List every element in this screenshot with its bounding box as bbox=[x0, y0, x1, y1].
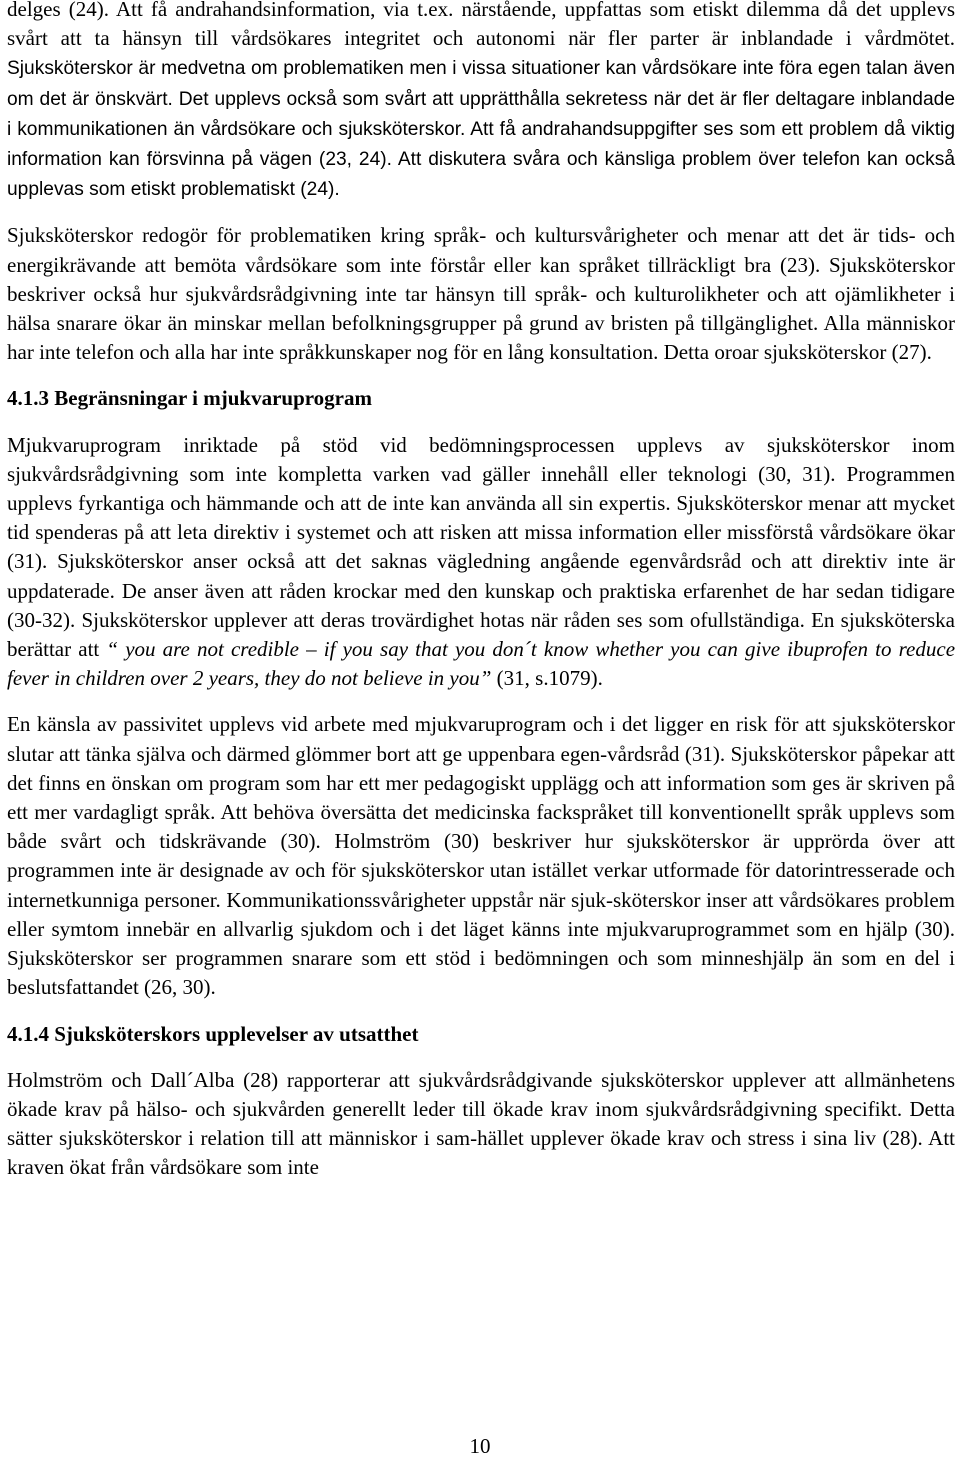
section-heading-4-1-4: 4.1.4 Sjuksköterskors upplevelser av utsatthet bbox=[7, 1021, 419, 1046]
spacer bbox=[7, 204, 955, 221]
spacer bbox=[7, 414, 955, 431]
paragraph-1-serif-text: delges (24). Att få andrahandsinformation, via t.ex. närstående, uppfattas som etiskt dilemma då det upplevs svårt att ta hänsyn till vårdsökares integritet och autonomi när fler parter är inblandade i vårdmötet. bbox=[7, 0, 955, 51]
section-heading-4-1-3: 4.1.3 Begränsningar i mjukvaruprogram bbox=[7, 386, 372, 411]
paragraph-4: En känsla av passivitet upplevs vid arbete med mjukvaruprogram och i det ligger en risk för att sjuksköterskor slutar att tänka själva och därmed glömmer bort att ge uppenbara egen-vårdsråd (31). Sjuksköterskor påpekar att det finns en önskan om program som har ett mer pedagogiskt upplägg och att information som ges är skriven på ett mer vardagligt språk. Att behöva översätta det medicinska fackspråket till konventionellt språk upplevs som både svårt och tidskrävande (30). Holmström (30) beskriver hur sjuksköterskor är upprörda över att programmen inte är designade av och för sjuksköterskor utan istället verkar utformade för datorintresserade och internetkunniga personer. Kommunikationssvårigheter uppstår när sjuk-sköterskor inser att vårdsökares problem eller symtom innebär en allvarlig sjukdom och i det läget känns inte mjukvaruprogrammet som en hjälp (30). Sjuksköterskor ser programmen snarare som ett stöd i bedömningen och som minneshjälp än som en del i beslutsfattandet (26, 30). bbox=[7, 712, 955, 1000]
paragraph-5: Holmström och Dall´Alba (28) rapporterar att sjukvårdsrådgivande sjuksköterskor upplever att allmänhetens ökade krav på hälso- och sjukvården generellt leder till ökade krav inom sjukvårdsrådgivning specifikt. Detta sätter sjuksköterskor i relation till att människor i sam-hället upplever ökade krav och stress i sina liv (28). Att kraven ökat från vårdsökare som inte bbox=[7, 1067, 955, 1180]
page-number: 10 bbox=[469, 1434, 491, 1458]
paragraph-1 bbox=[7, 0, 955, 204]
paragraph-3-citation: (31, s.1079). bbox=[496, 666, 603, 691]
spacer bbox=[7, 693, 955, 710]
paragraph-3-text: Mjukvaruprogram inriktade på stöd vid bedömningsprocessen upplevs av sjuksköterskor inom sjukvårdsrådgivning som inte kompletta varken vad gäller innehåll eller teknologi (30, 31). Programmen upplevs fyrkantiga och hämmande och att de inte kan använda all sin expertis. Sjuksköterskor menar att mycket tid spenderas på att leta direktiv i systemet och att risken att missa information eller missförstå vårdsökare ökar (31). Sjuksköterskor anser också att det saknas vägledning angående egenvårdsråd och att direktiv inte är uppdaterade. De anser även att råden krockar med den kunskap och praktiska erfarenhet de har sedan tidigare (30-32). Sjuksköterskor upplever att deras trovärdighet hotas när råden ses som ofullständiga. En sjuksköterska berättar att bbox=[7, 432, 955, 662]
spacer bbox=[7, 367, 955, 384]
spacer bbox=[7, 1049, 955, 1066]
paragraph-1-sans-text: Sjuksköterskor är medvetna om problematiken men i vissa situationer kan vårdsökare inte föra egen talan även om det är önskvärt. Det upplevs också som svårt att upprätthålla sekretess när det är fler deltagare inblandade i kommunikationen än vårdsökare och sjuksköterskor. Att få andrahandsuppgifter ses som ett problem då viktig information kan försvinna på vägen (23, 24). Att diskutera svåra och känsliga problem över telefon kan också upplevas som etiskt problematiskt (24). bbox=[7, 58, 955, 201]
paragraph-3 bbox=[7, 431, 955, 694]
paragraph-3-quote: “ you are not credible – if you say that you don´t know whether you can give ibuprofen to reduce fever in children over 2 years, they do not believe in you” bbox=[7, 637, 956, 691]
spacer bbox=[7, 1003, 955, 1020]
paragraph-2: Sjuksköterskor redogör för problematiken kring språk- och kultursvårigheter och menar att det är tids- och energikrävande att bemöta vårdsökare som inte förstår eller kan språket tillräckligt bra (23). Sjuksköterskor beskriver också hur sjukvårdsrådgivning inte tar hänsyn till språk- och kulturolikheter och att ojämlikheter i hälsa snarare ökar än minskar mellan befolkningsgrupper på grund av bristen på tillgänglighet. Alla människor har inte telefon och alla har inte språkkunskaper nog för en lång konsultation. Detta oroar sjuksköterskor (27). bbox=[7, 223, 955, 365]
document-page bbox=[7, 0, 955, 1183]
